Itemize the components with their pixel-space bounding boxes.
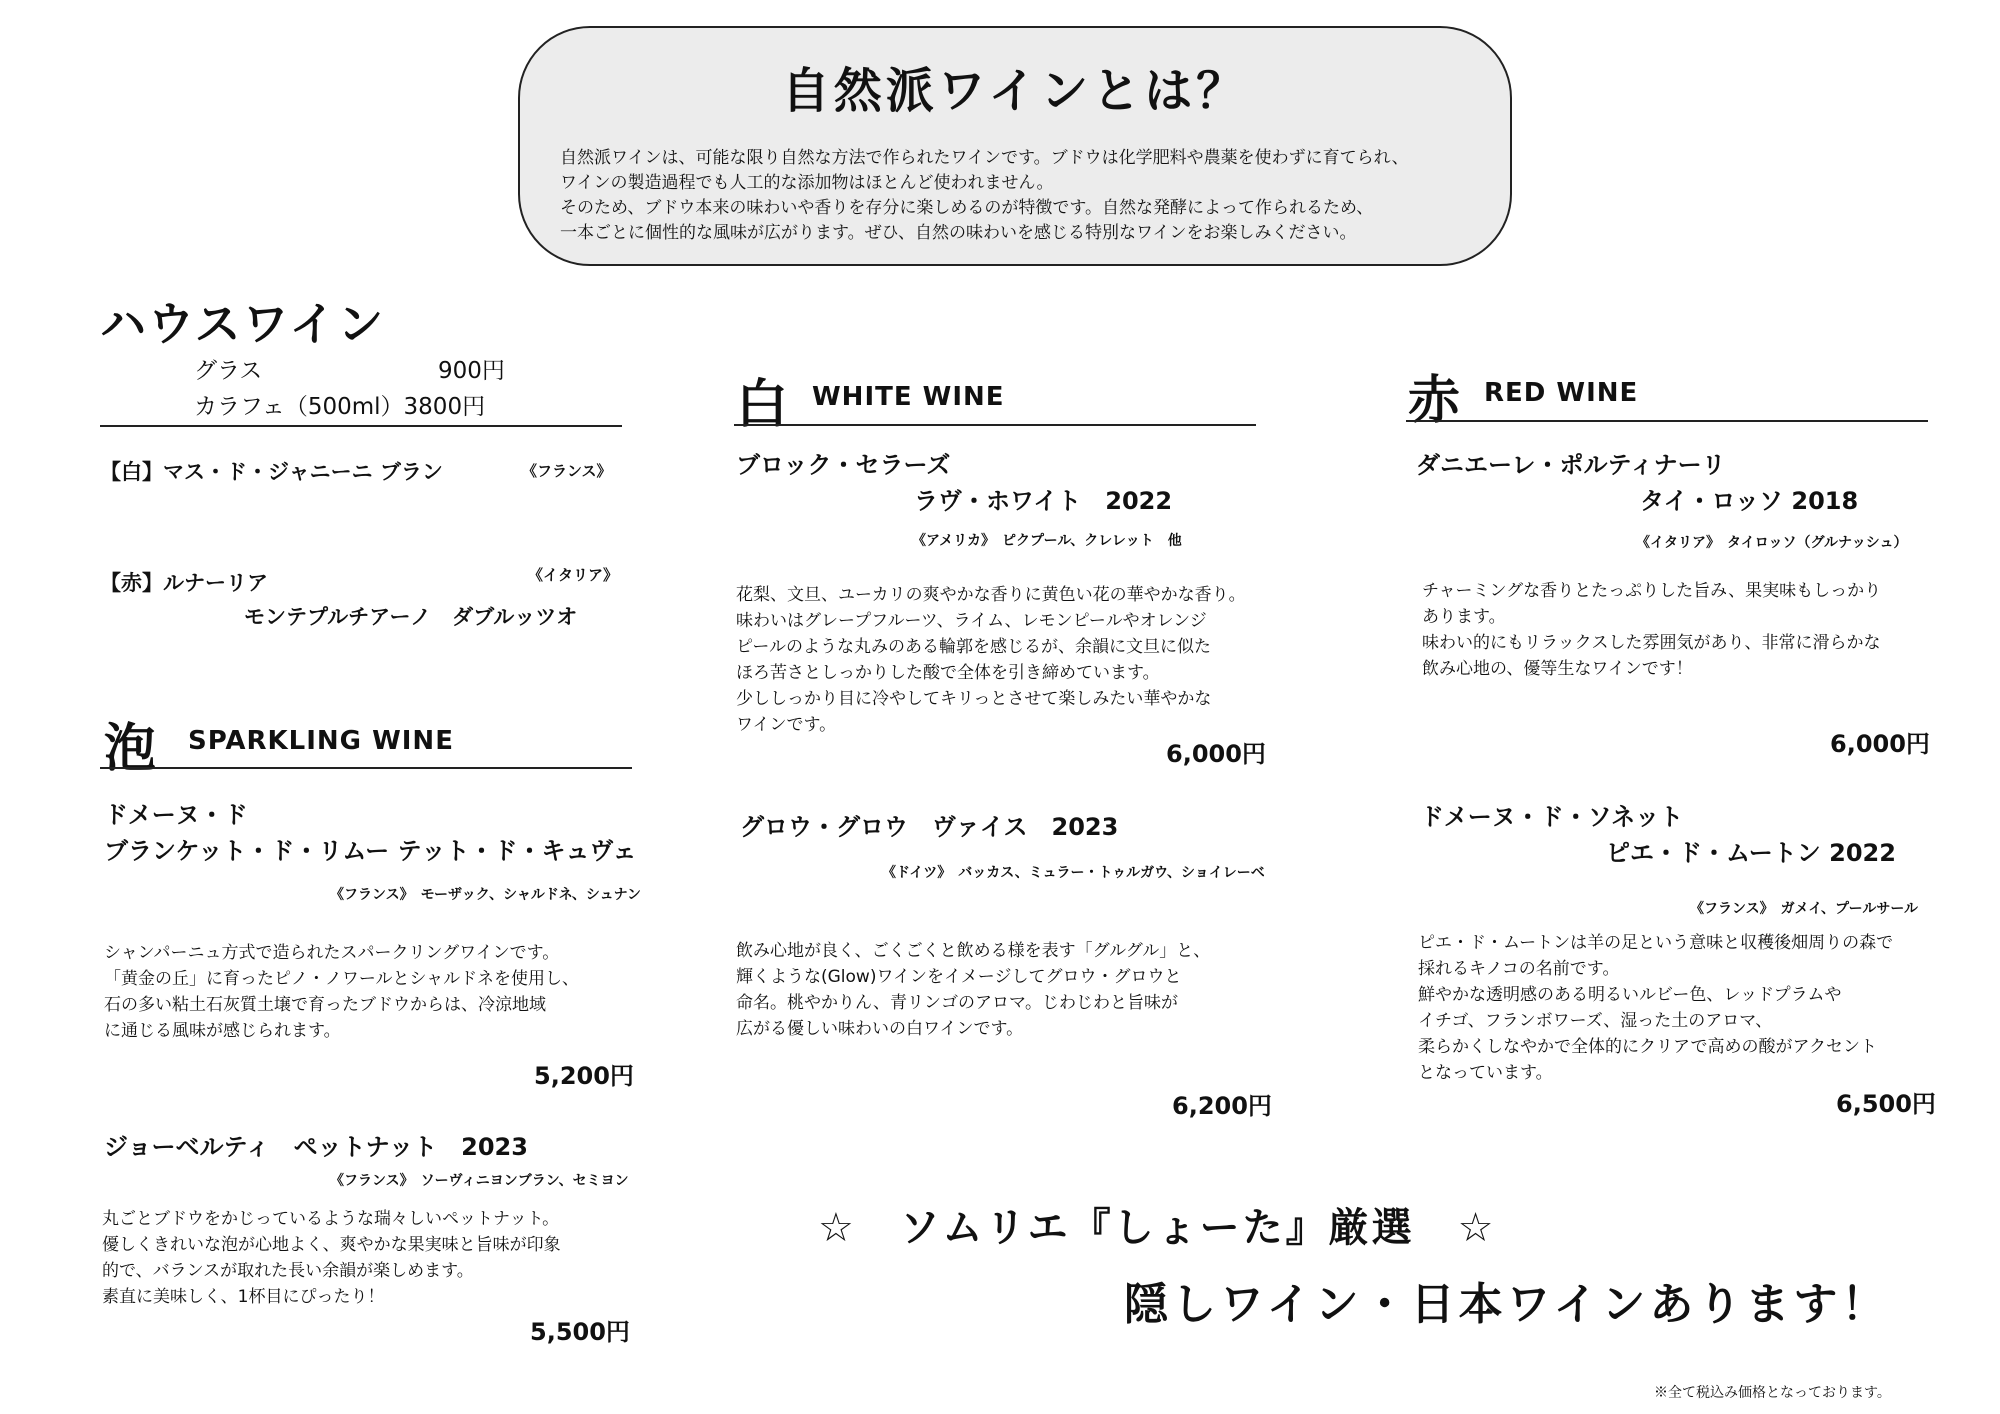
intro-line: 自然派ワインは、可能な限り自然な方法で作られたワインです。ブドウは化学肥料や農薬を使わずに育てられ、 bbox=[560, 148, 1409, 168]
wine-name: ダニエーレ・ポルティナーリ bbox=[1416, 451, 1726, 479]
wine-description: 飲み心地が良く、ごくごくと飲める様を表す「グルグル」と、 輝くような(Glow)ワインをイメージしてグロウ・グロウと 命名。桃やかりん、青リンゴのアロマ。じわじわと旨味が 広がる優しい味わいの白ワインです。 bbox=[736, 941, 1211, 1039]
house-carafe: カラフェ（500ml）3800円 bbox=[194, 394, 486, 420]
house-red-name: モンテプルチアーノ ダブルッツオ bbox=[244, 605, 578, 629]
wine-name: ピエ・ド・ムートン 2022 bbox=[1606, 839, 1896, 867]
house-white-label: 【白】マス・ド・ジャニーニ ブラン bbox=[100, 460, 443, 484]
house-wine-title: ハウスワイン bbox=[100, 297, 386, 351]
wine-name: ブランケット・ド・リムー テット・ド・キュヴェ bbox=[104, 837, 637, 865]
wine-description: シャンパーニュ方式で造られたスパークリングワインです。 「黄金の丘」に育ったピノ・ノワールとシャルドネを使用し、 石の多い粘土石灰質土壌で育ったブドウからは、冷涼地域 に通じる風味が感じられます。 bbox=[104, 943, 579, 1041]
wine-price: 6,000円 bbox=[1166, 740, 1266, 768]
white-heading: WHITE WINE bbox=[812, 382, 1005, 412]
wine-price: 5,200円 bbox=[534, 1062, 634, 1090]
intro-text bbox=[560, 146, 1500, 246]
wine-origin: 《イタリア》 タイロッソ（グルナッシュ） bbox=[1636, 535, 1908, 551]
red-heading: RED WINE bbox=[1484, 378, 1639, 408]
wine-origin: 《フランス》 ソーヴィニヨンブラン、セミヨン bbox=[330, 1173, 629, 1189]
wine-description: チャーミングな香りとたっぷりした旨み、果実味もしっかり あります。 味わい的にもリラックスした雰囲気があり、非常に滑らかな 飲み心地の、優等生なワインです！ bbox=[1422, 581, 1882, 679]
intro-title: 自然派ワインとは？ bbox=[781, 63, 1249, 119]
wine-name: ドメーヌ・ド bbox=[104, 801, 248, 829]
sommelier-line-1: ☆ ソムリエ『しょーた』厳選 ☆ bbox=[818, 1205, 1497, 1251]
sparkling-kanji: 泡 bbox=[104, 719, 157, 779]
sparkling-heading: SPARKLING WINE bbox=[188, 726, 454, 756]
wine-origin: 《フランス》 モーザック、シャルドネ、シュナン bbox=[330, 887, 641, 903]
wine-name: ブロック・セラーズ bbox=[736, 451, 951, 479]
intro-line: ワインの製造過程でも人工的な添加物はほとんど使われません。 bbox=[560, 173, 1054, 193]
house-red-label: 【赤】ルナーリア bbox=[100, 571, 268, 595]
house-glass-label: グラス bbox=[194, 358, 263, 384]
house-glass-price: 900円 bbox=[438, 358, 505, 384]
intro-line: そのため、ブドウ本来の味わいや香りを存分に楽しめるのが特徴です。自然な発酵によって作られるため、 bbox=[560, 198, 1374, 218]
intro-box bbox=[518, 26, 1512, 266]
white-divider bbox=[734, 424, 1256, 426]
wine-name: ドメーヌ・ド・ソネット bbox=[1420, 803, 1684, 831]
intro-line: 一本ごとに個性的な風味が広がります。ぜひ、自然の味わいを感じる特別なワインをお楽しみください。 bbox=[560, 223, 1357, 243]
house-red-origin: 《イタリア》 bbox=[528, 566, 619, 584]
wine-price: 6,000円 bbox=[1830, 730, 1930, 758]
tax-footnote: ※全て税込み価格となっております。 bbox=[1654, 1385, 1891, 1401]
wine-name: グロウ・グロウ ヴァイス 2023 bbox=[740, 813, 1119, 841]
wine-price: 6,500円 bbox=[1836, 1090, 1936, 1118]
wine-name: ジョーベルティ ペットナット 2023 bbox=[104, 1133, 528, 1161]
wine-description: 丸ごとブドウをかじっているような瑞々しいペットナット。 優しくきれいな泡が心地よく、爽やかな果実味と旨味が印象 的で、バランスが取れた長い余韻が楽しめます。 素直に美味しく、1杯目にぴったり！ bbox=[102, 1209, 561, 1307]
sommelier-line-2: 隠しワイン・日本ワインあります！ bbox=[1124, 1279, 1890, 1330]
wine-name: ラヴ・ホワイト 2022 bbox=[914, 487, 1173, 515]
house-divider bbox=[100, 425, 622, 427]
wine-origin: 《アメリカ》 ピクプール、クレレット 他 bbox=[912, 533, 1182, 549]
wine-description: ピエ・ド・ムートンは羊の足という意味と収穫後畑周りの森で 採れるキノコの名前です。 鮮やかな透明感のある明るいルビー色、レッドプラムや イチゴ、フランボワーズ、湿った土のアロマ、 柔らかくしなやかで全体的にクリアで高めの酸がアクセント となっています。 bbox=[1418, 933, 1894, 1083]
wine-origin: 《ドイツ》 バッカス、ミュラー・トゥルガウ、ショイレーベ bbox=[882, 865, 1265, 881]
wine-origin: 《フランス》 ガメイ、プールサール bbox=[1690, 901, 1919, 917]
wine-name: タイ・ロッソ 2018 bbox=[1640, 487, 1859, 515]
wine-price: 6,200円 bbox=[1172, 1092, 1272, 1120]
house-white-origin: 《フランス》 bbox=[522, 462, 612, 480]
sparkling-divider bbox=[100, 767, 632, 769]
white-kanji: 白 bbox=[736, 375, 789, 435]
red-divider bbox=[1406, 420, 1928, 422]
red-kanji: 赤 bbox=[1408, 371, 1461, 431]
wine-price: 5,500円 bbox=[530, 1318, 630, 1346]
wine-description: 花梨、文旦、ユーカリの爽やかな香りに黄色い花の華やかな香り。 味わいはグレープフルーツ、ライム、レモンピールやオレンジ ピールのような丸みのある輪郭を感じるが、余韻に文旦に似た ほろ苦さとしっかりした酸で全体を引き締めています。 少ししっかり目に冷やしてキリっとさせて楽しみたい華やかな ワインです。 bbox=[736, 585, 1246, 735]
